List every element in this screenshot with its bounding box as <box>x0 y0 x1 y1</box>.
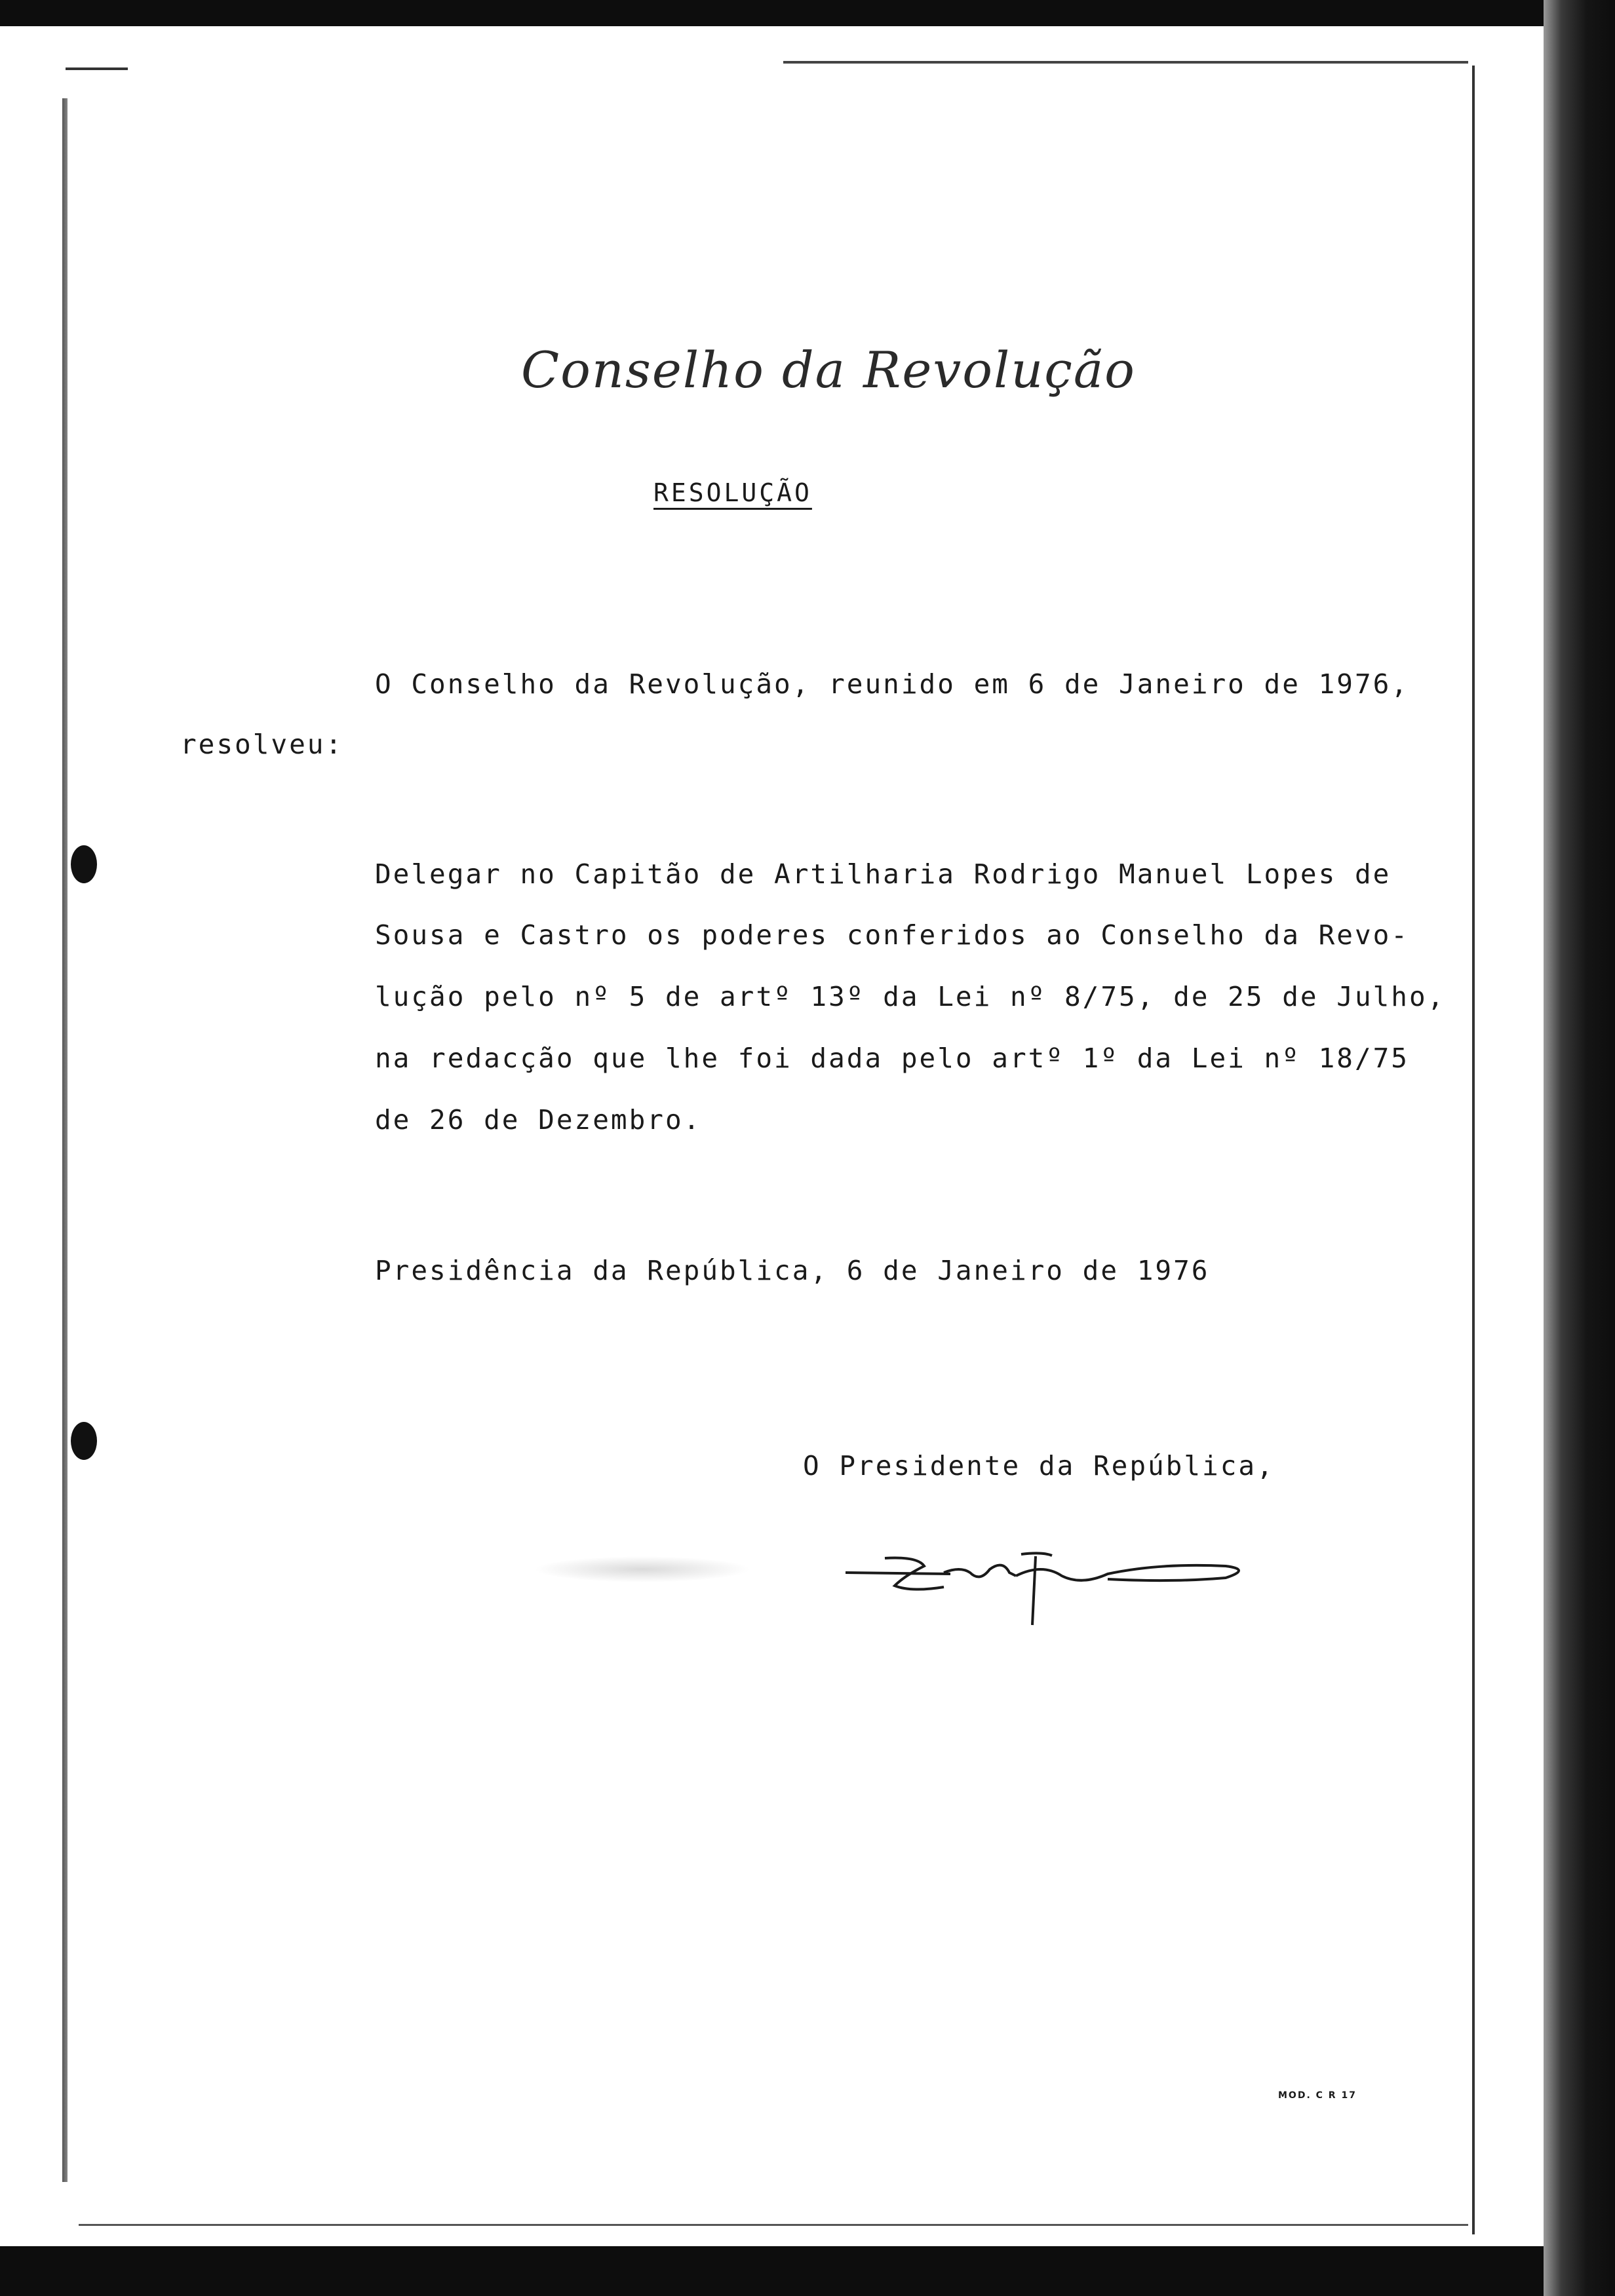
president-signature <box>846 1546 1278 1632</box>
decision-line-4: na redacção que lhe foi dada pelo artº 1º da Lei nº 18/75 <box>375 1043 1409 1074</box>
faint-stamp-mark <box>534 1556 750 1582</box>
margin-tick <box>66 67 128 70</box>
document-title: RESOLUÇÃO <box>653 478 812 507</box>
decision-line-3: lução pelo nº 5 de artº 13º da Lei nº 8/75, de 25 de Julho, <box>375 981 1446 1012</box>
intro-line-2: resolveu: <box>180 729 344 760</box>
form-code: MOD. C R 17 <box>1278 2090 1357 2101</box>
decision-line-5: de 26 de Dezembro. <box>375 1104 702 1136</box>
scan-border-right <box>1544 0 1615 2296</box>
place-date: Presidência da República, 6 de Janeiro de 1976 <box>375 1255 1210 1286</box>
punch-hole-upper <box>71 845 97 883</box>
scan-border-top <box>0 0 1615 26</box>
intro-line-1: O Conselho da Revolução, reunido em 6 de Janeiro de 1976, <box>375 668 1409 700</box>
frame-line-bottom <box>79 2224 1468 2226</box>
signatory-title: O Presidente da República, <box>803 1450 1275 1482</box>
decision-line-2: Sousa e Castro os poderes conferidos ao Conselho da Revo- <box>375 919 1409 951</box>
scan-border-left <box>62 98 68 2182</box>
scan-border-bottom <box>0 2246 1615 2296</box>
letterhead: Conselho da Revolução <box>521 341 1136 399</box>
frame-line-top <box>783 61 1468 64</box>
frame-line-right <box>1472 66 1475 2234</box>
decision-line-1: Delegar no Capitão de Artilharia Rodrigo Manuel Lopes de <box>375 858 1391 890</box>
punch-hole-lower <box>71 1422 97 1460</box>
